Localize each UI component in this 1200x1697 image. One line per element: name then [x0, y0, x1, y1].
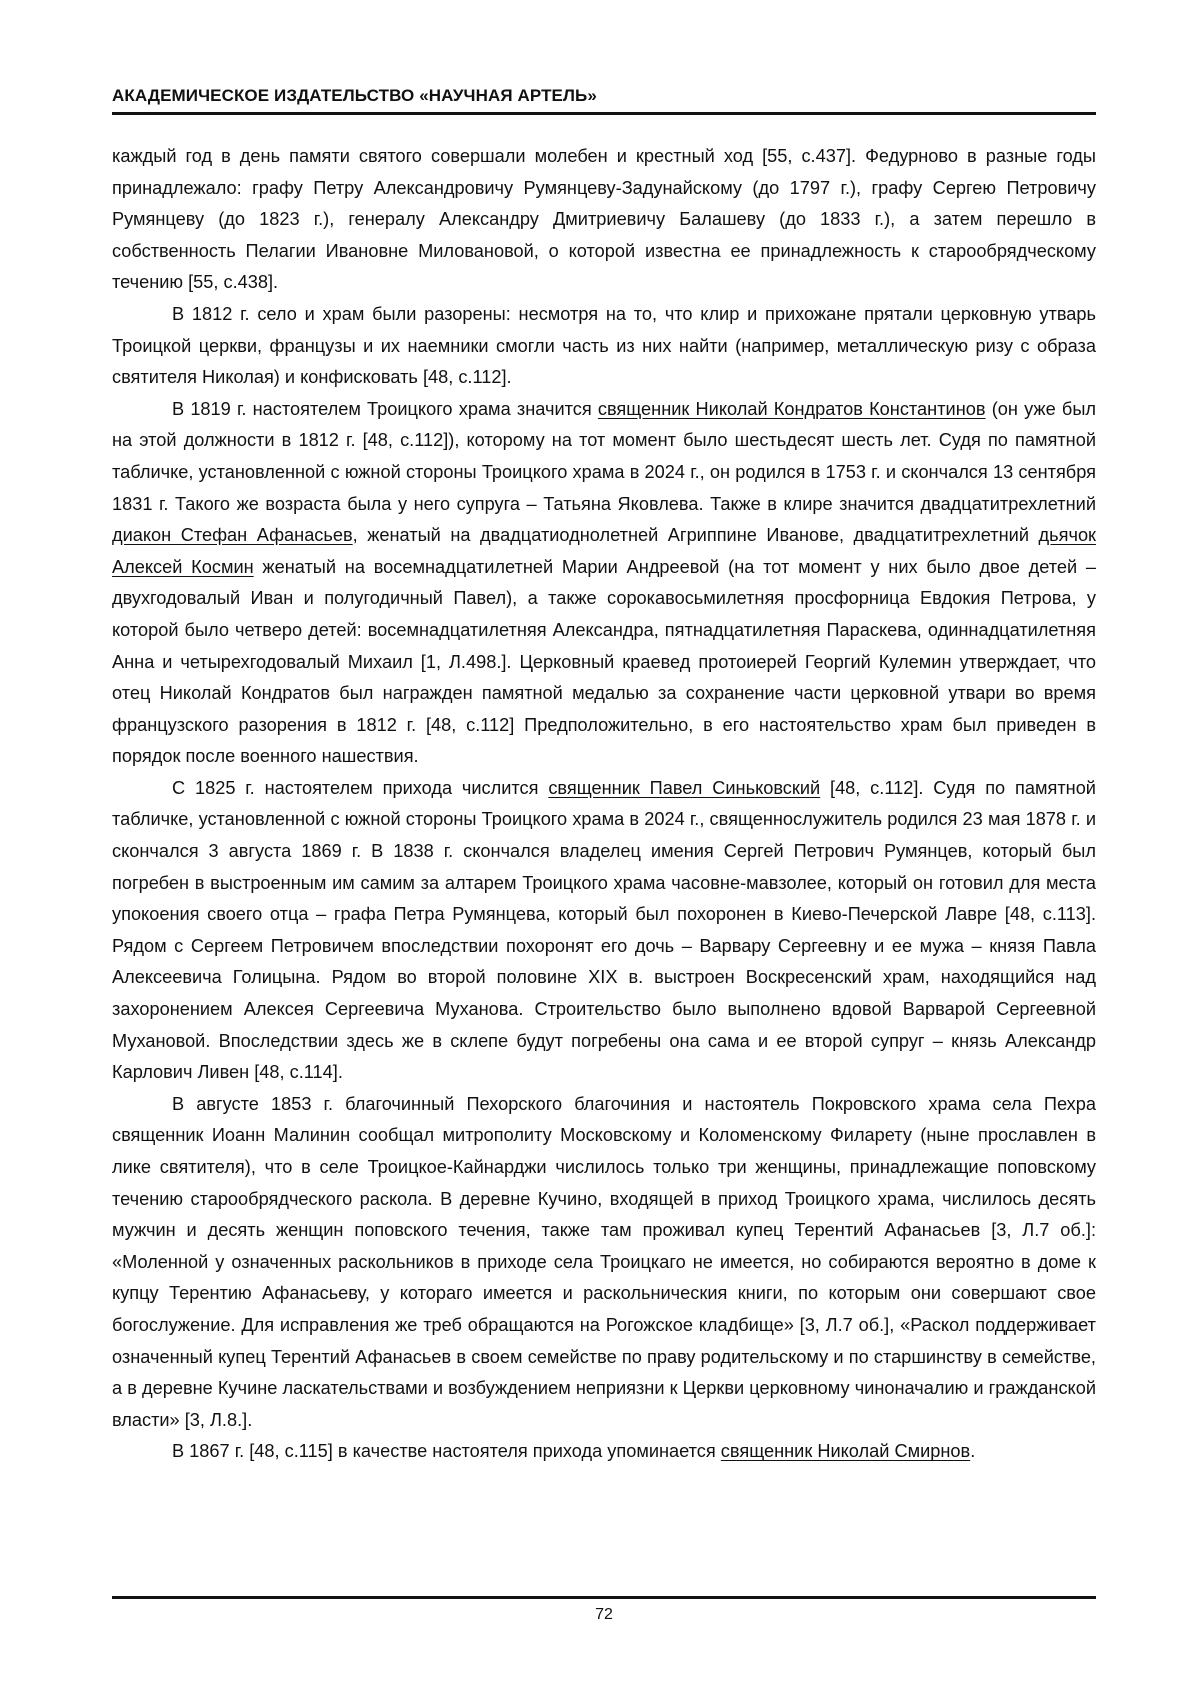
paragraph-1 [112, 141, 1096, 299]
footer-rule [112, 1596, 1096, 1599]
body-text [112, 141, 1096, 1468]
paragraph-6-text-b: . [970, 1441, 976, 1462]
underlined-name-stefan-afanasiev: диакон Стефан Афанасьев [112, 525, 353, 546]
paragraph-3-text-a: В 1819 г. настоятелем Троицкого храма значится [172, 398, 598, 419]
paragraph-6 [112, 1436, 1096, 1468]
paragraph-3-text-d: женатый на восемнадцатилетней Марии Андреевой (на тот момент у них было двое детей – двухгодовалый Иван и полугодичный Павел), а также сорокавосьмилетняя просфорница Евдокия Петрова, у которой было четверо детей: восемнадцатилетняя Александра, пятнадцатилетняя Параскева, одиннадцатилетняя Анна и четырехгодовалый Михаил [1, Л.498.]. Церковный краевед протоиерей Георгий Кулемин утверждает, что отец Николай Кондратов был награжден памятной медалью за сохранение части церковной утвари во время французского разорения в 1812 г. [48, с.112] Предположительно, в его настоятельство храм был приведен в порядок после военного нашествия. [112, 556, 1096, 767]
paragraph-3-text-c: , женатый на двадцатиоднолетней Агриппине Ивановe, двадцатитрехлетний [352, 525, 1039, 546]
paragraph-5 [112, 1089, 1096, 1437]
running-header: АКАДЕМИЧЕСКОЕ ИЗДАТЕЛЬСТВО «НАУЧНАЯ АРТЕЛЬ» [112, 86, 597, 105]
paragraph-4 [112, 773, 1096, 1089]
underlined-name-pavel-sinkovsky: священник Павел Синьковский [548, 777, 821, 798]
underlined-name-aleksei-kosmin: дьячок Алексей Космин [112, 525, 1097, 577]
paragraph-3-text-b: (он уже был на этой должности в 1812 г. [48, с.112]), которому на тот момент было шестьдесят шесть лет. Судя по памятной табличке, установленной с южной стороны Троицкого храма в 2024 г., он родился в 1753 г. и скончался 13 сентября 1831 г. Такого же возраста была у него супруга – Татьяна Яковлева. Также в клире значится двадцатитрехлетний [112, 398, 1096, 514]
paragraph-4-text-a: С 1825 г. настоятелем прихода числится [172, 777, 549, 798]
page-number: 72 [595, 1606, 613, 1623]
header-rule [112, 112, 1096, 115]
underlined-name-nikolai-smirnov: священник Николай Смирнов [720, 1441, 971, 1462]
paragraph-2 [112, 299, 1096, 394]
paragraph-6-text-a: В 1867 г. [48, с.115] в качестве настоятеля прихода упоминается [172, 1441, 721, 1462]
paragraph-5-text: В августе 1853 г. благочинный Пехорского благочиния и настоятель Покровского храма села Пехра священник Иоанн Малинин сообщал митрополиту Московскому и Коломенскому Филарету (ныне прославлен в лике святителя), что в селе Троицкое-Кайнарджи числилось только три женщины, принадлежащие поповскому течению старообрядческого раскола. В деревне Кучино, входящей в приход Троицкого храма, числилось десять мужчин и десять женщин поповского течения, также там проживал купец Терентий Афанасьев [3, Л.7 об.]: «Моленной у означенных раскольников в приходе села Троицкаго не имеется, но собираются вероятно в доме к купцу Терентию Афанасьеву, у котораго имеется и раскольническия книги, по которым они совершают свое богослужение. Для исправления же треб обращаются на Рогожское кладбище» [3, Л.7 об.], «Раскол поддерживает означенный купец Терентий Афанасьев в своем семействе по праву родительскому и по старшинству в семействе, а в деревне Кучине ласкательствами и возбуждением неприязни к Церкви церковному чиноначалию и гражданской власти» [3, Л.8.]. [112, 1093, 1096, 1430]
paragraph-3 [112, 394, 1096, 773]
underlined-name-nikolai-konstantinov: священник Николай Кондратов Константинов [597, 398, 986, 419]
paragraph-2-text: В 1812 г. село и храм были разорены: несмотря на то, что клир и прихожане прятали церковную утварь Троицкой церкви, французы и их наемники смогли часть из них найти (например, металлическую ризу с образа святителя Николая) и конфисковать [48, с.112]. [112, 303, 1096, 388]
paragraph-4-text-b: [48, с.112]. Судя по памятной табличке, установленной с южной стороны Троицкого храма в 2024 г., священнослужитель родился 23 мая 1878 г. и скончался 3 августа 1869 г. В 1838 г. скончался владелец имения Сергей Петрович Румянцев, который был погребен в выстроенным им самим за алтарем Троицкого храма часовне-мавзолее, который он готовил для места упокоения своего отца – графа Петра Румянцева, который был похоронен в Киево-Печерской Лавре [48, с.113]. Рядом с Сергеем Петровичем впоследствии похоронят его дочь – Варвару Сергеевну и ее мужа – князя Павла Алексеевича Голицына. Рядом во второй половине XIX в. выстроен Воскресенский храм, находящийся над захоронением Алексея Сергеевича Муханова. Строительство было выполнено вдовой Варварой Сергеевной Мухановой. Впоследствии здесь же в склепе будут погребены она сама и ее второй супруг – князь Александр Карлович Ливен [48, с.114]. [112, 777, 1096, 1083]
paragraph-1-text: каждый год в день памяти святого совершали молебен и крестный ход [55, с.437]. Федурново в разные годы принадлежало: графу Петру Александровичу Румянцеву-Задунайскому (до 1797 г.), графу Сергею Петровичу Румянцеву (до 1823 г.), генералу Александру Дмитриевичу Балашеву (до 1833 г.), а затем перешло в собственность Пелагии Ивановне Миловановой, о которой известна ее принадлежность к старообрядческому течению [55, с.438]. [112, 146, 1096, 293]
